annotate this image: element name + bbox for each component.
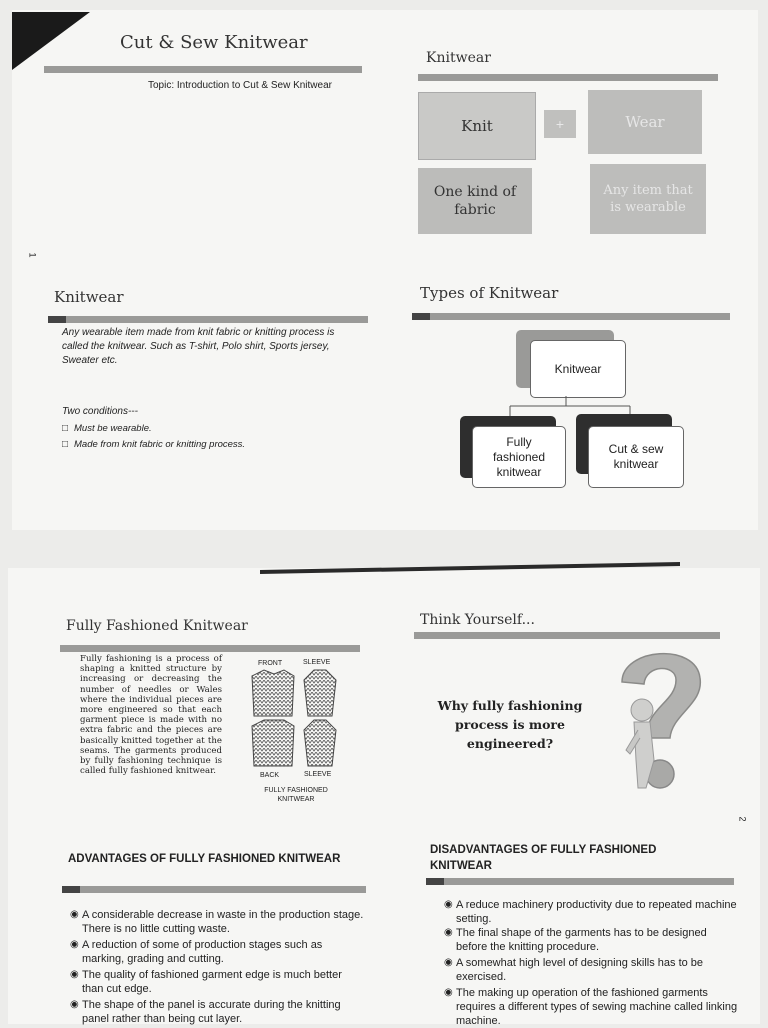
condition-item: □ Made from knit fabric or knitting process.	[62, 439, 246, 450]
checkbox-bullet-icon: □	[62, 439, 69, 450]
slide5-bar	[60, 645, 360, 652]
circle-bullet-icon: ◉	[444, 899, 453, 910]
fig-sleeve-top-label: SLEEVE	[303, 659, 331, 666]
slide7-bar	[62, 886, 366, 893]
conditions-heading: Two conditions---	[62, 406, 138, 417]
advantage-item: ◉ A reduction of some of production stages such as marking, grading and cutting.	[70, 939, 323, 965]
slide2-title: Knitwear	[426, 50, 491, 66]
advantage-item: ◉ The quality of fashioned garment edge is much better than cut edge.	[70, 969, 342, 995]
fig-back-label: BACK	[260, 772, 280, 779]
clip-shadow-icon	[12, 12, 92, 72]
slide8-bar	[426, 878, 734, 885]
checkbox-bullet-icon: □	[62, 423, 69, 434]
slide4-title: Types of Knitwear	[420, 284, 559, 302]
advantage-item: ◉ The shape of the panel is accurate during the knitting panel rather than being cut layer.	[70, 999, 341, 1025]
front-panel	[252, 670, 294, 716]
slide3-body: Any wearable item made from knit fabric or knitting process is called the knitwear. Such as T-shirt, Polo shirt, Sports jersey, Sweater etc.	[62, 327, 335, 366]
fig-caption: FULLY FASHIONED KNITWEAR	[264, 787, 328, 803]
page-edge-shadow	[260, 562, 680, 574]
left-node: Fully fashioned knitwear	[472, 426, 566, 488]
disadvantage-item: ◉ A somewhat high level of designing skills has to be exercised.	[444, 957, 704, 983]
fabric-definition-box: One kind of fabric	[418, 168, 532, 234]
slide4-bar	[412, 313, 730, 320]
sleeve-panel-top	[304, 670, 336, 716]
wearable-definition-box: Any item that is wearable	[590, 164, 706, 234]
circle-bullet-icon: ◉	[444, 927, 453, 938]
circle-bullet-icon: ◉	[70, 939, 79, 950]
disadvantage-item: ◉ The making up operation of the fashioned garments requires a different types of sewing machine called linking machine.	[444, 987, 738, 1027]
slide1-title: Cut & Sew Knitwear	[120, 32, 308, 53]
circle-bullet-icon: ◉	[70, 909, 79, 920]
plus-box: +	[544, 110, 576, 138]
slide7-title: ADVANTAGES OF FULLY FASHIONED KNITWEAR	[68, 853, 341, 865]
fig-front-label: FRONT	[258, 660, 283, 667]
slide6-title: Think Yourself...	[420, 612, 535, 628]
disadvantage-item: ◉ A reduce machinery productivity due to repeated machine setting.	[444, 899, 737, 925]
slide5-body: Fully fashioning is a process of shaping a knitted structure by increasing or decreasing the number of needles or Wales where the individual pieces are more engineered so that each garment piece is made with no extra fabric and the pieces are basically knitted together at the seams. The garments produced by fully fashioning technique is called fully fashioned knitwear.	[80, 654, 222, 777]
fig-sleeve-bottom-label: SLEEVE	[304, 771, 332, 778]
slide6-question: Why fully fashioning process is more engineered?	[437, 698, 583, 751]
circle-bullet-icon: ◉	[444, 957, 453, 968]
sleeve-panel-bottom	[304, 720, 336, 766]
slide3-bar	[48, 316, 368, 323]
root-node: Knitwear	[530, 340, 626, 398]
slide2-bar	[418, 74, 718, 81]
slide5-title: Fully Fashioned Knitwear	[66, 618, 248, 634]
knit-box: Knit	[418, 92, 536, 160]
advantage-item: ◉ A considerable decrease in waste in the production stage. There is no little cutting waste.	[70, 909, 364, 935]
disadvantage-item: ◉ The final shape of the garments has to be designed before the knitting procedure.	[444, 927, 707, 953]
slide3-title: Knitwear	[54, 288, 124, 306]
condition-item: □ Must be wearable.	[62, 423, 152, 434]
slide1-bar	[44, 66, 362, 73]
wear-box: Wear	[588, 90, 702, 154]
slide8-title: DISADVANTAGES OF FULLY FASHIONED KNITWEAR	[430, 844, 657, 872]
right-node: Cut & sew knitwear	[588, 426, 684, 488]
garment-panels-figure	[248, 668, 344, 770]
question-mark-figure-icon	[600, 638, 718, 800]
circle-bullet-icon: ◉	[70, 999, 79, 1010]
back-panel	[252, 720, 294, 766]
page-number-1: 1	[27, 252, 38, 258]
slide1-topic: Topic: Introduction to Cut & Sew Knitwear	[148, 80, 332, 91]
circle-bullet-icon: ◉	[444, 987, 453, 998]
circle-bullet-icon: ◉	[70, 969, 79, 980]
page-number-2: 2	[737, 816, 748, 822]
